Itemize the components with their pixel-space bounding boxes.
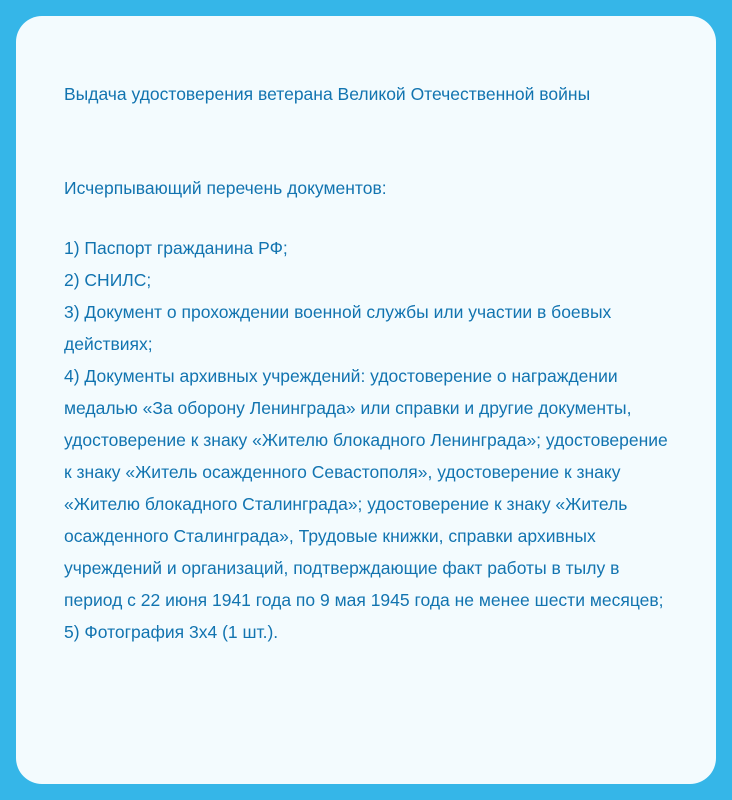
documents-list-heading: Исчерпывающий перечень документов: [64,178,387,198]
list-item: 5) Фотография 3х4 (1 шт.). [64,622,279,642]
list-item: 4) Документы архивных учреждений: удостоверение о награждении медалью «За оборону Ленинграда» или справки и другие документы, удостоверение к знаку «Жителю блокадного Ленинграда»; удостоверение к знаку «Житель осажденного Севастополя», удостоверение к знаку «Жителю блокадного Сталинграда»; удостоверение к знаку «Житель осажденного Сталинграда», Трудовые книжки, справки архивных учреждений и организаций, подтверждающие факт работы в тылу в период с 22 июня 1941 года по 9 мая 1945 года не менее шести месяцев; [64,366,668,610]
list-item: 2) СНИЛС; [64,270,152,290]
documents-list [64,232,668,648]
list-item: 3) Документ о прохождении военной службы или участии в боевых действиях; [64,302,612,354]
card-content [64,78,668,648]
page-title: Выдача удостоверения ветерана Великой Отечественной войны [64,84,591,104]
info-card [16,16,716,784]
list-item: 1) Паспорт гражданина РФ; [64,238,288,258]
